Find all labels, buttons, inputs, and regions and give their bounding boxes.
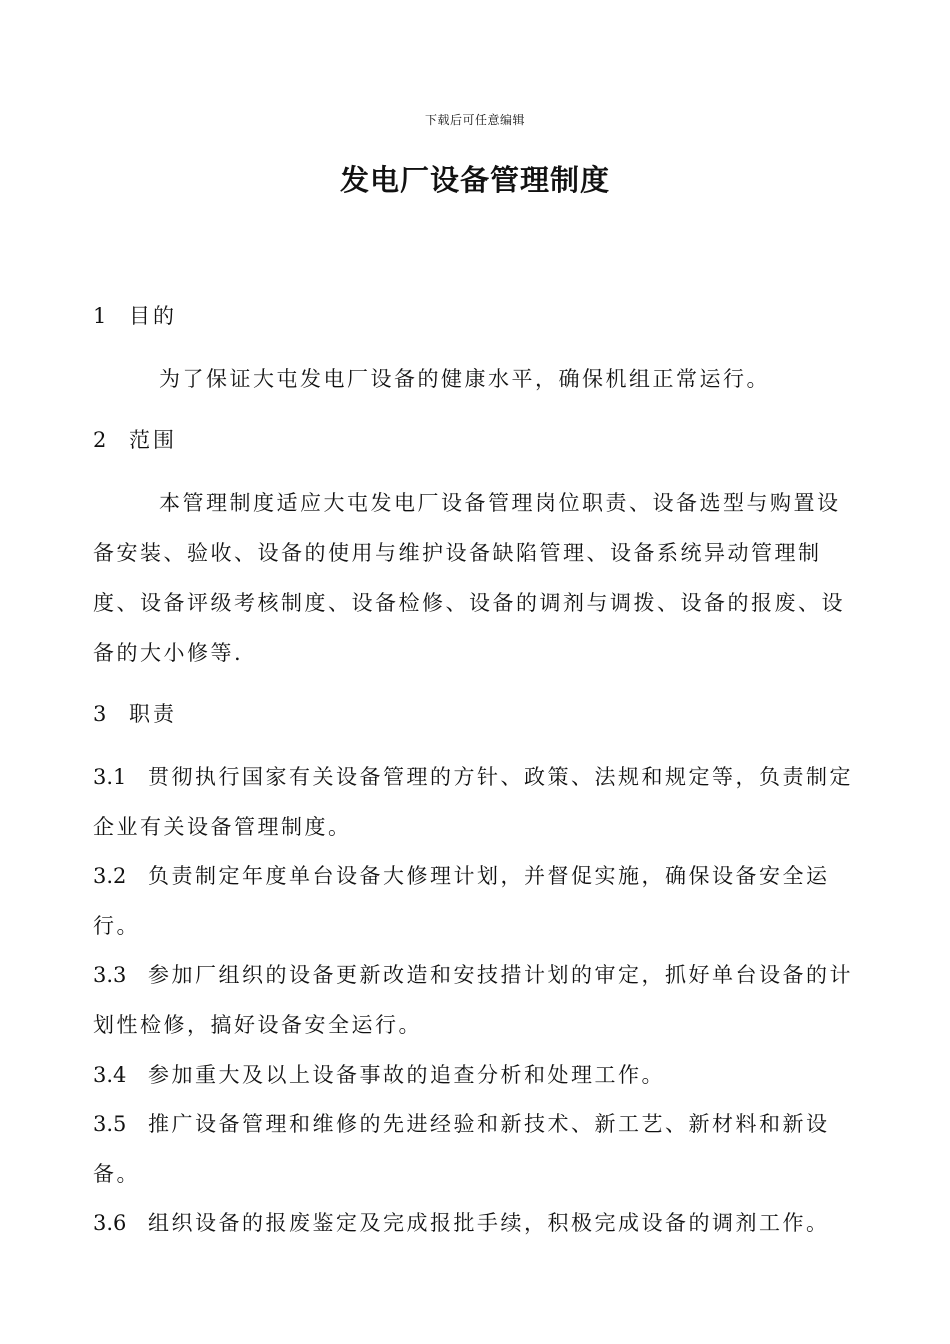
section-label: 职责: [129, 702, 177, 726]
item-number: 3.1: [93, 765, 127, 789]
item-number: 3.2: [93, 864, 127, 888]
item-text: 组织设备的报废鉴定及完成报批手续，积极完成设备的调剂工作。: [148, 1211, 830, 1235]
list-item: [93, 950, 859, 1050]
section-3-heading: [93, 699, 177, 729]
section-label: 目的: [129, 304, 177, 328]
item-text: 推广设备管理和维修的先进经验和新技术、新工艺、新材料和新设备。: [93, 1112, 830, 1186]
section-2-body: 本管理制度适应大屯发电厂设备管理岗位职责、设备选型与购置设备安装、验收、设备的使用与维护设备缺陷管理、设备系统异动管理制度、设备评级考核制度、设备检修、设备的调剂与调拨、设备的报废、设备的大小修等.: [93, 491, 845, 665]
header-note: 下载后可任意编辑: [424, 113, 525, 127]
section-1-heading: [93, 301, 177, 331]
list-item: [93, 1050, 859, 1100]
document-title: 发电厂设备管理制度: [339, 163, 610, 197]
item-text: 负责制定年度单台设备大修理计划，并督促实施，确保设备安全运行。: [93, 864, 830, 938]
section-number: 1: [93, 304, 107, 328]
item-number: 3.3: [93, 963, 127, 987]
section-1-body: 为了保证大屯发电厂设备的健康水平，确保机组正常运行。: [159, 367, 770, 391]
item-text: 贯彻执行国家有关设备管理的方针、政策、法规和规定等，负责制定企业有关设备管理制度。: [93, 765, 853, 839]
list-item: [93, 1198, 859, 1248]
list-item: [93, 851, 859, 951]
item-text: 参加重大及以上设备事故的追查分析和处理工作。: [148, 1063, 665, 1087]
section-number: 2: [93, 428, 107, 452]
item-number: 3.6: [93, 1211, 127, 1235]
item-text: 参加厂组织的设备更新改造和安技措计划的审定，抓好单台设备的计划性检修，搞好设备安全运行。: [93, 963, 853, 1037]
item-number: 3.5: [93, 1112, 127, 1136]
section-number: 3: [93, 702, 107, 726]
item-number: 3.4: [93, 1063, 127, 1087]
section-2-heading: [93, 425, 177, 455]
list-item: [93, 1099, 859, 1199]
list-item: [93, 752, 859, 852]
section-label: 范围: [129, 428, 177, 452]
